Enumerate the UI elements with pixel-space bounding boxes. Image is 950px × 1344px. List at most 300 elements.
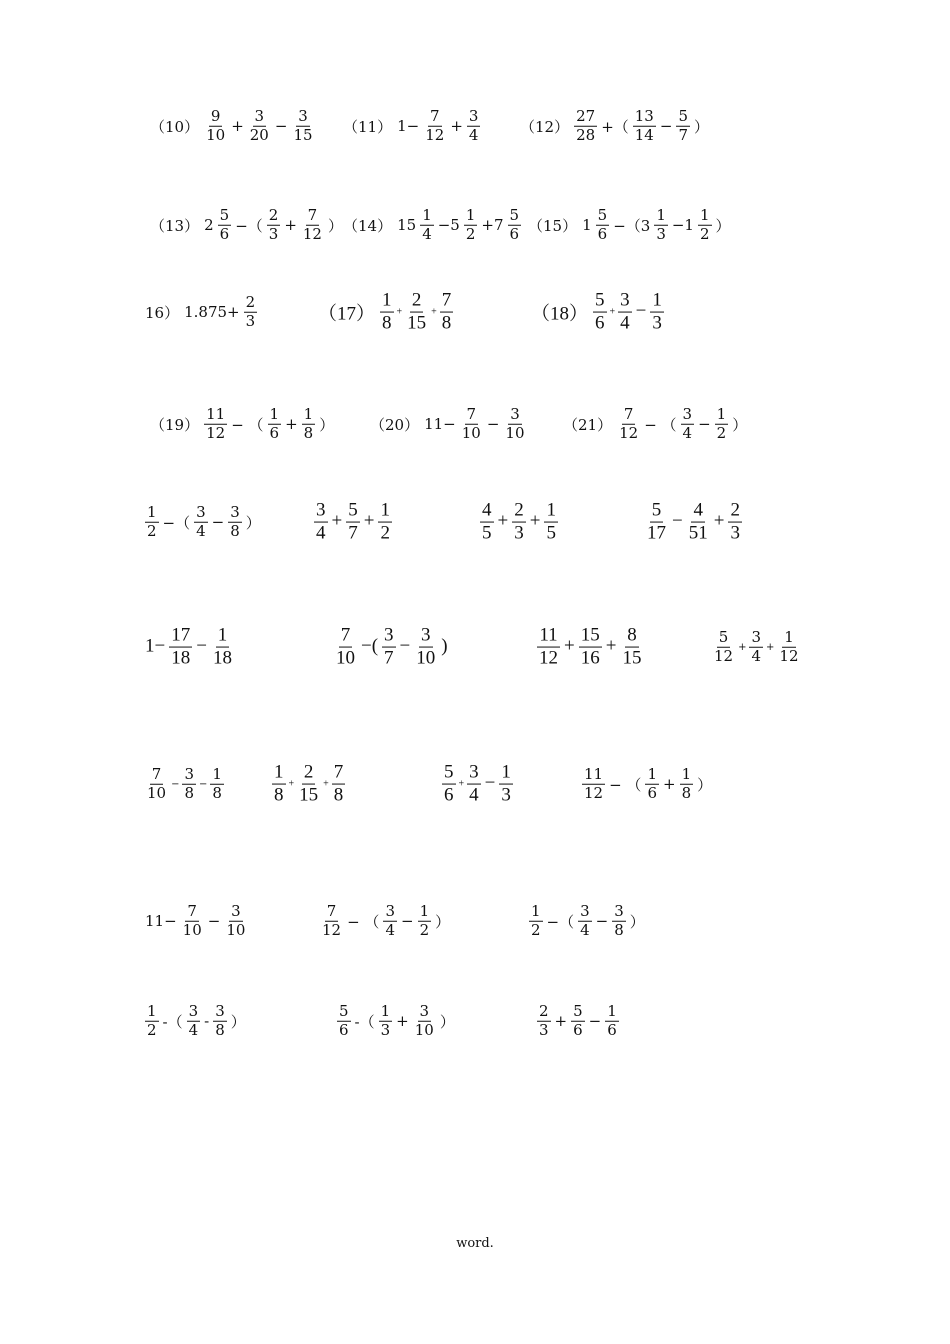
operator: + [284,216,297,234]
denominator: 5 [546,522,556,544]
denominator: 6 [269,423,280,442]
fraction [712,627,735,665]
numerator: 1 [419,901,430,920]
operator: − [211,513,225,531]
fraction [544,501,558,544]
fraction [182,764,196,802]
numerator: 13 [634,106,654,125]
numerator: 5 [573,1001,583,1020]
fraction [145,502,159,540]
fraction [301,205,324,243]
denominator: 4 [468,125,479,144]
exercise [520,106,711,144]
numerator: 5 [651,499,662,521]
exercise [563,404,749,442]
exercise [527,901,647,939]
numerator: 1 [217,624,228,646]
operator: − [171,778,180,790]
numerator: 15 [580,624,600,646]
denominator: 12 [206,423,226,442]
exercise-number: （11） [343,117,393,136]
numerator: 3 [230,502,240,521]
fraction [302,404,316,442]
fraction [268,404,282,442]
operator: + [331,511,343,532]
operator: + [323,778,329,790]
numerator: 7 [333,761,344,783]
numerator: 1 [716,404,727,423]
numerator: 7 [340,624,351,646]
denominator: 15 [293,125,313,144]
exercise-number: （14） [343,216,393,235]
denominator: 3 [656,224,666,243]
fraction [382,626,396,669]
fraction [579,626,602,669]
numerator: 7 [466,404,477,423]
fraction [464,205,478,243]
fraction [467,763,481,806]
numerator: 7 [187,901,197,920]
exercise [143,901,249,939]
operator: − [274,117,288,135]
fraction [593,291,607,334]
denominator: 10 [206,125,226,144]
operator: 1 [582,216,592,234]
exercise [643,501,744,544]
fraction [379,1001,393,1039]
fraction [405,291,428,334]
denominator: 6 [573,1020,583,1039]
operator: ） [439,1012,455,1031]
fraction [440,291,454,334]
numerator: 1 [699,205,710,224]
operator: + [231,117,244,135]
fraction [145,764,168,802]
denominator: 12 [302,224,322,243]
numerator: 1 [656,205,666,224]
numerator: 4 [693,499,703,521]
denominator: 8 [614,920,624,939]
denominator: 2 [147,521,157,540]
denominator: 6 [444,784,454,806]
fraction [413,1001,436,1039]
fraction [332,763,346,806]
operator: + [458,778,465,790]
fraction [512,501,526,544]
operator: + [609,306,616,318]
fraction [420,205,434,243]
numerator: 7 [326,901,337,920]
numerator: 5 [595,289,605,311]
numerator: 3 [384,624,394,646]
numerator: 1 [531,901,541,920]
fraction [537,1001,551,1039]
denominator: 6 [595,312,605,334]
fraction [320,901,343,939]
exercise [535,1001,621,1039]
numerator: 3 [184,764,195,783]
numerator: 1 [546,499,556,521]
operator: −（ [162,513,191,532]
denominator: 3 [652,312,662,334]
denominator: 20 [249,125,269,144]
denominator: 4 [385,920,395,939]
fraction [508,205,522,243]
operator: + [554,1012,568,1030]
fraction [618,291,632,334]
operator: + [738,641,747,653]
denominator: 51 [688,522,708,544]
fraction [224,901,247,939]
denominator: 15 [299,784,319,806]
fraction [687,501,710,544]
numerator: 3 [468,106,479,125]
operator: ） [697,775,713,794]
fraction [380,291,394,334]
denominator: 4 [469,784,479,806]
numerator: 3 [580,901,590,920]
fraction [645,764,659,802]
numerator: 1 [784,627,794,646]
fraction [337,1001,351,1039]
fraction [715,404,729,442]
exercise [150,106,317,144]
operator: + [396,306,403,318]
fraction [378,501,392,544]
denominator: 8 [184,783,195,802]
denominator: 12 [322,920,342,939]
numerator: 5 [509,205,520,224]
operator: ） [230,1012,246,1031]
operator: + [288,778,295,790]
fraction [211,626,234,669]
denominator: 3 [514,522,524,544]
operator: ） [629,912,645,931]
fraction [777,627,800,665]
denominator: 4 [620,312,630,334]
fraction [218,205,232,243]
numerator: 1 [681,764,692,783]
page-footer: word. [456,1236,494,1251]
fraction [676,106,690,144]
exercise [580,764,714,802]
numerator: 3 [421,624,431,646]
fraction [418,901,432,939]
numerator: 1 [380,499,390,521]
numerator: 3 [231,901,241,920]
operator: 1− [397,117,420,135]
operator: + [396,1012,409,1030]
operator: ) [441,636,448,657]
exercise [332,626,450,669]
numerator: 27 [576,106,596,125]
fraction [499,763,513,806]
operator: -（ [162,1012,183,1031]
exercise-number: （17） [318,303,376,325]
operator: − [199,778,208,790]
denominator: 8 [274,784,284,806]
fraction [749,627,763,665]
numerator: 8 [627,624,637,646]
exercise [143,502,263,540]
exercise-number: （15） [528,216,578,235]
denominator: 6 [607,1020,617,1039]
exercise [150,205,345,243]
numerator: 1 [147,1001,157,1020]
fraction [680,764,694,802]
fraction [654,205,668,243]
operator: − （ [644,415,677,434]
fraction [633,106,656,144]
numerator: 3 [620,289,630,311]
exercise [440,763,515,806]
operator: − [484,773,496,794]
operator: + [766,641,775,653]
numerator: 3 [196,502,206,521]
numerator: 5 [444,761,454,783]
fraction [645,501,668,544]
operator: + [713,511,725,532]
numerator: 1 [647,764,657,783]
fraction [213,1001,227,1039]
denominator: 15 [622,647,642,669]
denominator: 4 [422,224,432,243]
numerator: 2 [730,499,740,521]
operator: + [363,511,375,532]
denominator: 10 [182,920,202,939]
operator: −（ [546,912,575,931]
numerator: 1 [607,1001,617,1020]
denominator: 28 [576,125,596,144]
exercise-number: （20） [370,415,420,434]
denominator: 3 [268,224,279,243]
operator: − [588,1012,602,1030]
numerator: 3 [510,404,520,423]
exercise [335,1001,457,1039]
denominator: 3 [245,311,256,330]
operator: ） [327,216,343,235]
numerator: 3 [298,106,308,125]
operator: ） [319,415,335,434]
numerator: 3 [385,901,395,920]
fraction [272,763,286,806]
operator: ） [715,216,731,235]
fraction [228,502,242,540]
operator: − [595,912,609,930]
denominator: 2 [380,522,390,544]
denominator: 12 [539,647,558,669]
fraction [698,205,712,243]
operator: 11− [424,415,456,433]
operator: − （ [347,912,380,931]
denominator: 4 [580,920,590,939]
numerator: 5 [597,205,608,224]
operator: + [564,636,575,657]
denominator: 8 [382,312,392,334]
numerator: 1 [501,761,511,783]
denominator: 7 [678,125,688,144]
numerator: 9 [210,106,221,125]
operator: + [285,415,298,433]
operator: + [662,775,676,793]
numerator: 2 [268,205,279,224]
denominator: 8 [212,783,222,802]
fraction [169,626,192,669]
numerator: 1 [652,289,662,311]
fraction [210,764,224,802]
denominator: 6 [597,224,608,243]
operator: − [399,636,411,657]
numerator: 3 [419,1001,430,1020]
fraction [529,901,543,939]
numerator: 3 [751,627,762,646]
fraction [291,106,314,144]
numerator: 3 [188,1001,199,1020]
numerator: 7 [429,106,440,125]
numerator: 5 [339,1001,349,1020]
fraction [728,501,742,544]
fraction [537,626,560,669]
numerator: 11 [584,764,604,783]
operator: − [698,415,711,433]
denominator: 8 [230,521,240,540]
operator: ） [245,513,261,532]
operator: ） [435,912,451,931]
exercise [343,205,523,243]
denominator: 2 [465,224,476,243]
numerator: 1 [269,404,280,423]
exercise [318,901,452,939]
fraction [414,626,437,669]
numerator: 1 [422,205,432,224]
exercise [535,626,645,669]
exercise-number: （19） [150,415,200,434]
fraction [617,404,640,442]
numerator: 3 [316,499,326,521]
numerator: 1 [380,1001,391,1020]
operator: − [207,912,221,930]
numerator: 11 [206,404,226,423]
fraction [650,291,664,334]
denominator: 12 [619,423,639,442]
numerator: 1 [212,764,222,783]
fraction [204,404,227,442]
fraction [187,1001,201,1039]
fraction [503,404,526,442]
denominator: 18 [212,647,232,669]
operator: −1 [671,216,694,234]
fraction [297,763,320,806]
denominator: 6 [647,783,657,802]
numerator: 1 [465,205,476,224]
denominator: 6 [219,224,230,243]
exercise [143,626,236,669]
denominator: 7 [384,647,394,669]
denominator: 10 [336,647,355,669]
denominator: 8 [441,312,452,334]
fraction [681,404,695,442]
denominator: 10 [461,423,481,442]
operator: − [635,301,647,322]
operator: − [486,415,500,433]
exercise [528,205,733,243]
operator: + [431,306,437,318]
fraction [574,106,597,144]
operator: − [672,511,683,532]
operator: −( [361,636,379,657]
fraction [480,501,494,544]
numerator: 17 [171,624,191,646]
numerator: 2 [411,289,422,311]
denominator: 4 [188,1020,199,1039]
denominator: 2 [716,423,727,442]
operator: 15 [397,216,417,234]
operator: + [605,636,617,657]
denominator: 18 [171,647,191,669]
operator: − [659,117,673,135]
denominator: 10 [226,920,246,939]
fraction [181,901,204,939]
exercise-number: （12） [520,117,570,136]
denominator: 7 [348,522,358,544]
exercise [143,1001,248,1039]
exercise [478,501,560,544]
denominator: 4 [682,423,693,442]
fraction [578,901,592,939]
fraction [267,205,281,243]
denominator: 12 [779,646,799,665]
denominator: 2 [531,920,541,939]
operator: - [204,1012,210,1030]
denominator: 6 [509,224,520,243]
denominator: 6 [339,1020,349,1039]
exercise [150,404,336,442]
numerator: 7 [307,205,318,224]
operator: −（3 [613,216,651,235]
operator: − [196,636,207,657]
numerator: 2 [303,761,314,783]
numerator: 3 [614,901,624,920]
operator: +7 [481,216,504,234]
denominator: 12 [425,125,445,144]
denominator: 14 [634,125,654,144]
operator: −（ [235,216,263,235]
fraction [467,106,481,144]
numerator: 7 [623,404,634,423]
denominator: 4 [196,521,206,540]
fraction [194,502,208,540]
denominator: 10 [147,783,167,802]
fraction [244,292,258,330]
fraction [423,106,446,144]
numerator: 7 [441,289,452,311]
fraction [596,205,610,243]
numerator: 11 [539,624,558,646]
denominator: 3 [501,784,511,806]
denominator: 5 [482,522,492,544]
exercise [312,501,394,544]
denominator: 8 [215,1020,225,1039]
operator: − [400,912,414,930]
numerator: 7 [151,764,162,783]
operator: + [450,117,463,135]
numerator: 2 [514,499,524,521]
numerator: 5 [718,627,729,646]
operator: − （ [231,415,264,434]
fraction [346,501,360,544]
numerator: 2 [245,292,256,311]
denominator: 4 [751,646,762,665]
